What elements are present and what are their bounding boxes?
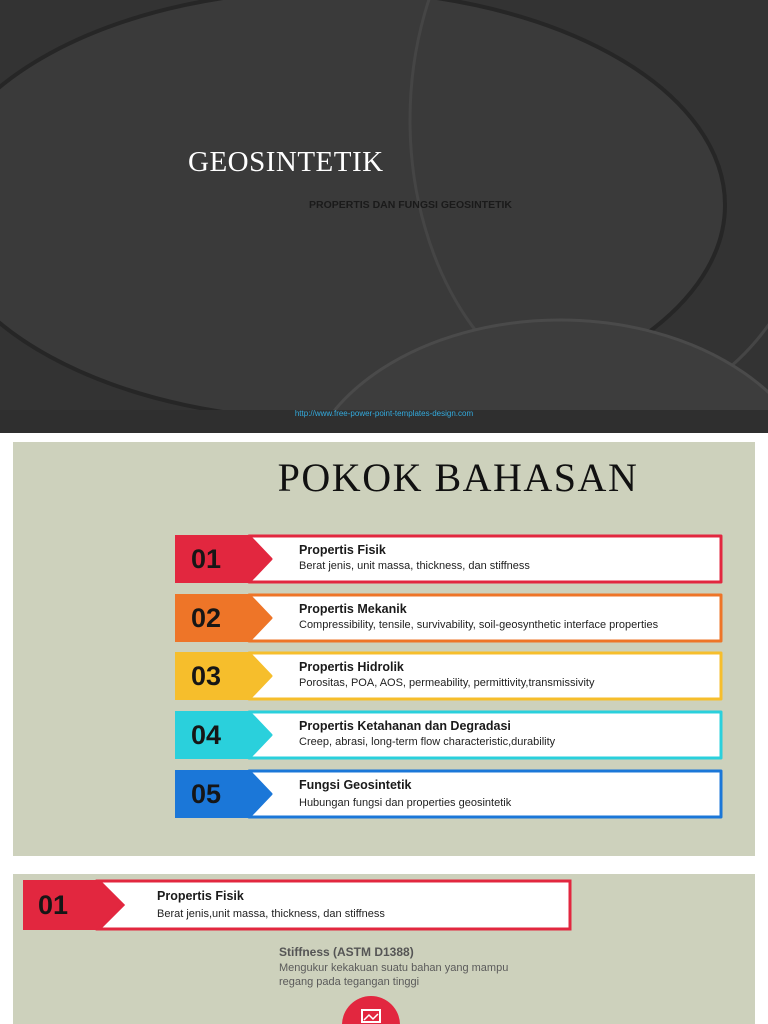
agenda-item-description: Berat jenis, unit massa, thickness, dan stiffness (299, 560, 530, 572)
agenda-number: 02 (190, 602, 222, 633)
section-title: Propertis Fisik (157, 889, 244, 903)
stiffness-description: Mengukur kekakuan suatu bahan yang mampu regang pada tegangan tinggi (279, 962, 509, 988)
agenda-number: 04 (190, 720, 222, 751)
agenda-item-shape (175, 769, 723, 819)
agenda-number: 05 (190, 778, 222, 809)
slide-agenda (13, 442, 755, 856)
agenda-item-shape (175, 534, 723, 584)
agenda-item-description: Porositas, POA, AOS, permeability, permittivity,transmissivity (299, 677, 595, 690)
template-url-link[interactable]: http://www.free-power-point-templates-design.com (294, 409, 474, 418)
slide-propertis-fisik (13, 874, 755, 1024)
agenda-number: 03 (190, 661, 222, 692)
section-header-shape (23, 879, 573, 931)
agenda-item (175, 651, 723, 701)
presentation-subtitle: PROPERTIS DAN FUNGSI GEOSINTETIK (309, 199, 513, 211)
section-description: Berat jenis,unit massa, thickness, dan stiffness (157, 908, 385, 920)
stiffness-heading: Stiffness (ASTM D1388) (279, 945, 414, 959)
agenda-item-description: Compressibility, tensile, survivability, soil-geosynthetic interface properties (299, 618, 659, 631)
image-icon (342, 996, 400, 1024)
agenda-item (175, 769, 723, 819)
agenda-item (175, 534, 723, 584)
agenda-item-shape (175, 651, 723, 701)
agenda-item-title: Fungsi Geosintetik (299, 777, 412, 792)
agenda-item (175, 710, 723, 760)
agenda-item-shape (175, 710, 723, 760)
agenda-title: POKOK BAHASAN (277, 455, 639, 500)
slide-background (0, 0, 768, 433)
section-number: 01 (37, 890, 69, 920)
agenda-item-description: Hubungan fungsi dan properties geosintetik (299, 796, 512, 809)
agenda-item-title: Propertis Mekanik (299, 601, 407, 616)
presentation-title: GEOSINTETIK (188, 146, 384, 178)
agenda-item-title: Propertis Hidrolik (299, 660, 404, 675)
slide-title (0, 0, 768, 433)
agenda-item-shape (175, 593, 723, 643)
agenda-item-title: Propertis Ketahanan dan Degradasi (299, 719, 511, 734)
agenda-item (175, 593, 723, 643)
section-header-row (23, 879, 573, 931)
agenda-number: 01 (190, 544, 222, 574)
image-icon-glyph (342, 996, 400, 1024)
agenda-item-description: Creep, abrasi, long-term flow characteristic,durability (299, 736, 556, 749)
agenda-item-title: Propertis Fisik (299, 543, 386, 557)
